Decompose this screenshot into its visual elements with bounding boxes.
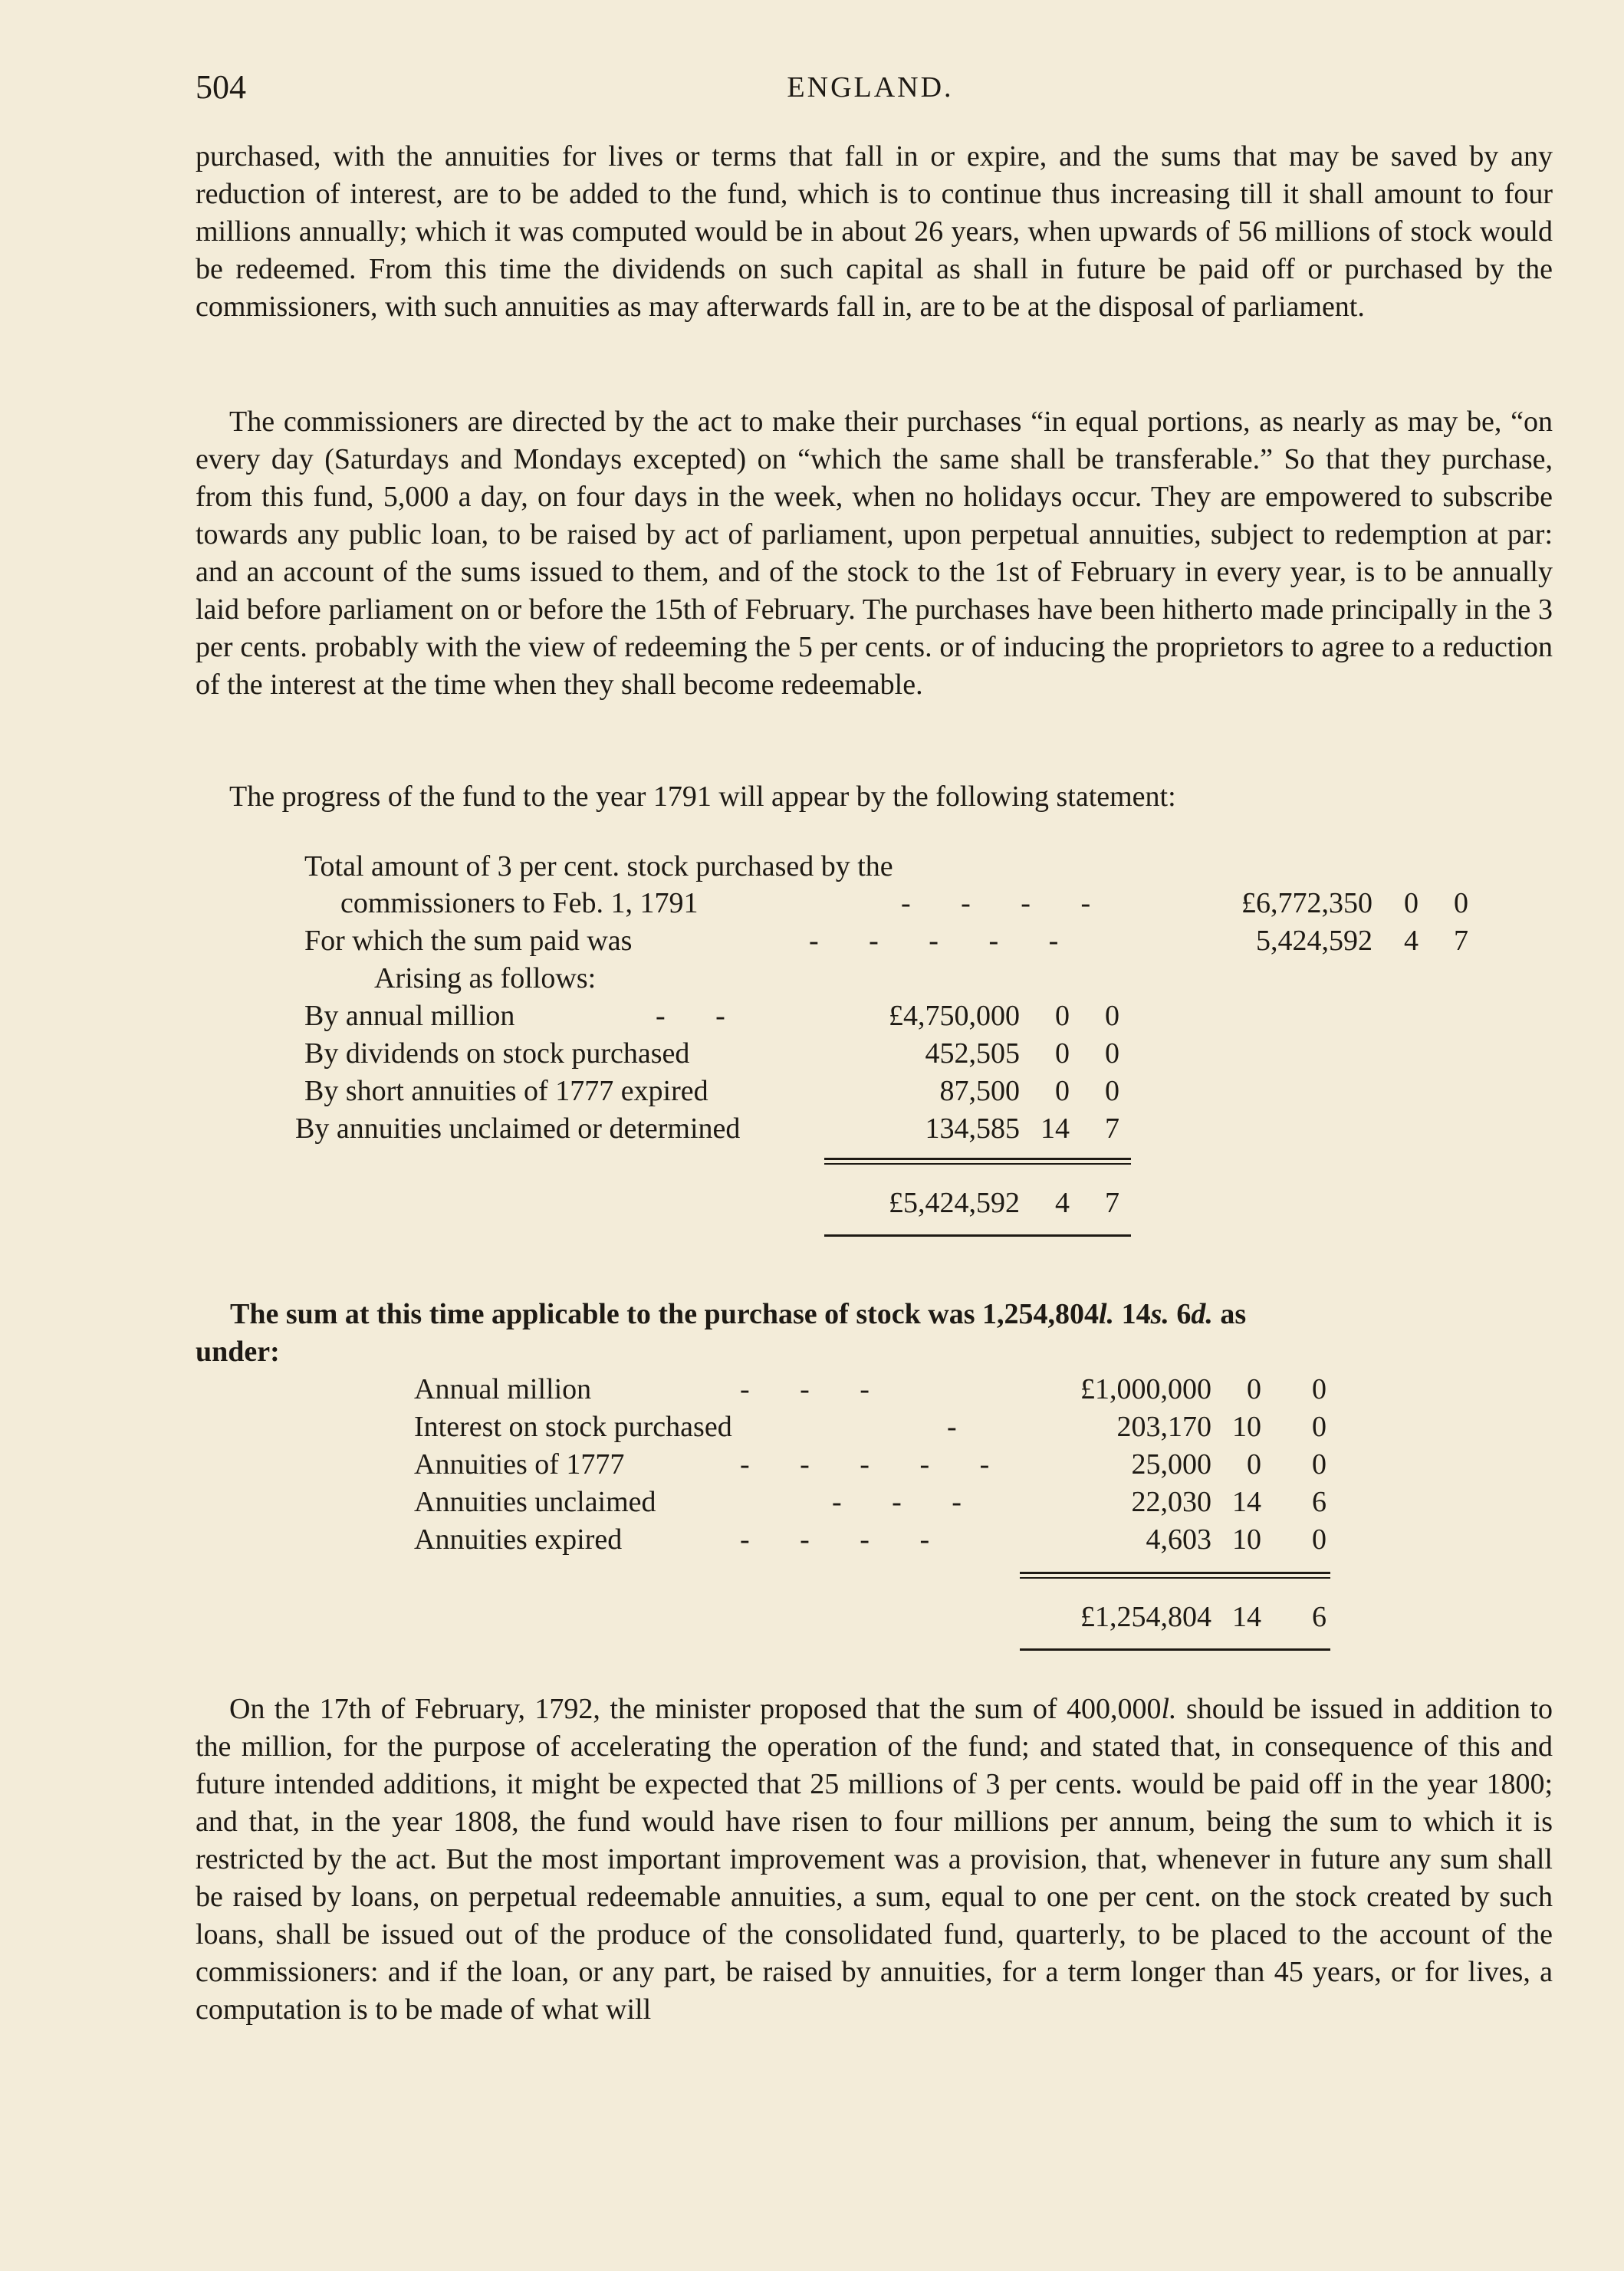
page-number: 504 <box>196 68 246 106</box>
paragraph-3: The progress of the fund to the year 1791 will appear by the following statement: <box>229 781 1176 813</box>
paragraph-4-line1: The sum at this time applicable to the purchase of stock was 1,254,804l. 14s. 6d. as <box>230 1298 1247 1330</box>
table2-row-amount: 25,000 <box>1131 1448 1211 1481</box>
table1-total-amount: £6,772,350 <box>1241 887 1373 919</box>
table1-row-amount: £4,750,000 <box>889 1000 1020 1032</box>
table2-row-label: Annuities expired <box>414 1523 623 1556</box>
table1-rule-bottom <box>824 1234 1131 1237</box>
table1-paid-amount: 5,424,592 <box>1256 925 1373 957</box>
table2-row-label: Annuities of 1777 <box>414 1448 625 1481</box>
table1-rule-top-thin <box>824 1163 1131 1165</box>
table1-row-dashes: - - <box>656 1000 747 1032</box>
table1-arising-label: Arising as follows: <box>374 962 597 994</box>
paragraph-5: On the 17th of February, 1792, the minister proposed that the sum of 400,000l. should be issued in addition to the million, for the purpose of accelerating the operation of the fund; and stated that, in consequence of this and future intended additions, it might be expected that 25 millions of 3 per cents. would be paid off in the year 1800; and that, in the year 1808, the fund would have risen to four millions per annum, being the sum to which it is restricted by the act. But the most important improvement was a provision, that, whenever in future any sum shall be raised by loans, on perpetual redeemable annuities, a sum, equal to one per cent. on the stock created by such loans, shall be issued out of the produce of the consolidated fund, quarterly, to be placed to the account of the commissioners: and if the loan, or any part, be raised by annuities, for a term longer than 45 years, or for lives, a computation is to be made of what will <box>196 1693 1553 2026</box>
table2-row-pence: 0 <box>1312 1411 1326 1443</box>
table1-paid-shillings: 4 <box>1404 925 1419 957</box>
table2-sum-amount: £1,254,804 <box>1080 1601 1211 1633</box>
table2-row-shillings: 0 <box>1247 1373 1261 1405</box>
paragraph-4-line2: under: <box>196 1336 280 1368</box>
table2-row-dashes: - <box>947 1411 978 1443</box>
table2-row-amount: 22,030 <box>1131 1486 1211 1518</box>
table2-row-label: Annual million <box>414 1373 592 1405</box>
table1-paid-pence: 7 <box>1454 925 1468 957</box>
table2-sum-shillings: 14 <box>1232 1601 1261 1633</box>
table1-sum-amount: £5,424,592 <box>889 1187 1020 1219</box>
table2-rule-top-thin <box>1020 1577 1330 1579</box>
table1-row-shillings: 14 <box>1040 1112 1070 1145</box>
table2-row-shillings: 10 <box>1232 1523 1261 1556</box>
table1-row-pence: 7 <box>1105 1112 1119 1145</box>
table1-row-amount: 134,585 <box>925 1112 1020 1145</box>
table2-row-pence: 0 <box>1312 1448 1326 1481</box>
table1-row-shillings: 0 <box>1055 1075 1070 1107</box>
page-header <box>196 67 1545 113</box>
table1-paid-dashes: - - - - - <box>809 925 1080 957</box>
table1-row-pence: 0 <box>1105 1000 1119 1032</box>
table2-row-dashes: - - - - - <box>740 1448 1011 1481</box>
table1-paid-label: For which the sum paid was <box>304 925 633 957</box>
table2-rule-bottom <box>1020 1648 1330 1651</box>
table1-sum-pence: 7 <box>1105 1187 1119 1219</box>
table2-row-pence: 6 <box>1312 1486 1326 1518</box>
table1-total-dashes: - - - - <box>901 887 1113 919</box>
table1-total-shillings: 0 <box>1404 887 1419 919</box>
table2-row-shillings: 10 <box>1232 1411 1261 1443</box>
table1-sum-shillings: 4 <box>1055 1187 1070 1219</box>
table2-row-pence: 0 <box>1312 1523 1326 1556</box>
table1-row-label: By short annuities of 1777 expired <box>304 1075 708 1107</box>
table1-row-amount: 452,505 <box>925 1037 1020 1070</box>
table2-row-pence: 0 <box>1312 1373 1326 1405</box>
table1-row-label: By annual million <box>304 1000 515 1032</box>
table1-row-shillings: 0 <box>1055 1037 1070 1070</box>
table1-total-line1: Total amount of 3 per cent. stock purchased by the <box>304 850 893 882</box>
table2-row-dashes: - - - <box>740 1373 891 1405</box>
table1-row-pence: 0 <box>1105 1075 1119 1107</box>
table2-rule-top <box>1020 1572 1330 1574</box>
table1-rule-top <box>824 1158 1131 1160</box>
table2-row-label: Interest on stock purchased <box>414 1411 732 1443</box>
table1-row-shillings: 0 <box>1055 1000 1070 1032</box>
table1-row-label: By annuities unclaimed or determined <box>295 1112 741 1145</box>
table1-total-pence: 0 <box>1454 887 1468 919</box>
running-head: ENGLAND. <box>787 71 954 104</box>
table2-row-amount: 203,170 <box>1116 1411 1211 1443</box>
table2-row-amount: £1,000,000 <box>1080 1373 1211 1405</box>
table1-row-amount: 87,500 <box>939 1075 1020 1107</box>
table2-row-dashes: - - - <box>832 1486 983 1518</box>
paragraph-2: The commissioners are directed by the act to make their purchases “in equal portions, as nearly as may be, “on every day (Saturdays and Mondays excepted) on “which the same shall be transferable.” So that they purchase, from this fund, 5,000 a day, on four days in the week, when no holidays occur. They are empowered to subscribe towards any public loan, to be raised by act of parliament, upon perpetual annuities, subject to redemption at par: and an account of the sums issued to them, and of the stock to the 1st of February in every year, is to be annually laid before parliament on or before the 15th of February. The purchases have been hitherto made principally in the 3 per cents. probably with the view of redeeming the 5 per cents. or of inducing the proprietors to agree to a reduction of the interest at the time when they shall become redeemable. <box>196 406 1553 701</box>
table1-row-label: By dividends on stock purchased <box>304 1037 690 1070</box>
table2-sum-pence: 6 <box>1312 1601 1326 1633</box>
table2-row-shillings: 0 <box>1247 1448 1261 1481</box>
table2-row-dashes: - - - - <box>740 1523 952 1556</box>
paragraph-1: purchased, with the annuities for lives or terms that fall in or expire, and the sums that may be saved by any reduction of interest, are to be added to the fund, which is to continue thus increasing till it shall amount to four millions annually; which it was computed would be in about 26 years, when upwards of 56 millions of stock would be redeemed. From this time the dividends on such capital as shall in future be paid off or purchased by the commissioners, with such annuities as may afterwards fall in, are to be at the disposal of parliament. <box>196 140 1553 323</box>
table2-row-shillings: 14 <box>1232 1486 1261 1518</box>
table2-row-label: Annuities unclaimed <box>414 1486 656 1518</box>
table1-row-pence: 0 <box>1105 1037 1119 1070</box>
table2-row-amount: 4,603 <box>1146 1523 1211 1556</box>
table1-total-line2: commissioners to Feb. 1, 1791 <box>340 887 699 919</box>
